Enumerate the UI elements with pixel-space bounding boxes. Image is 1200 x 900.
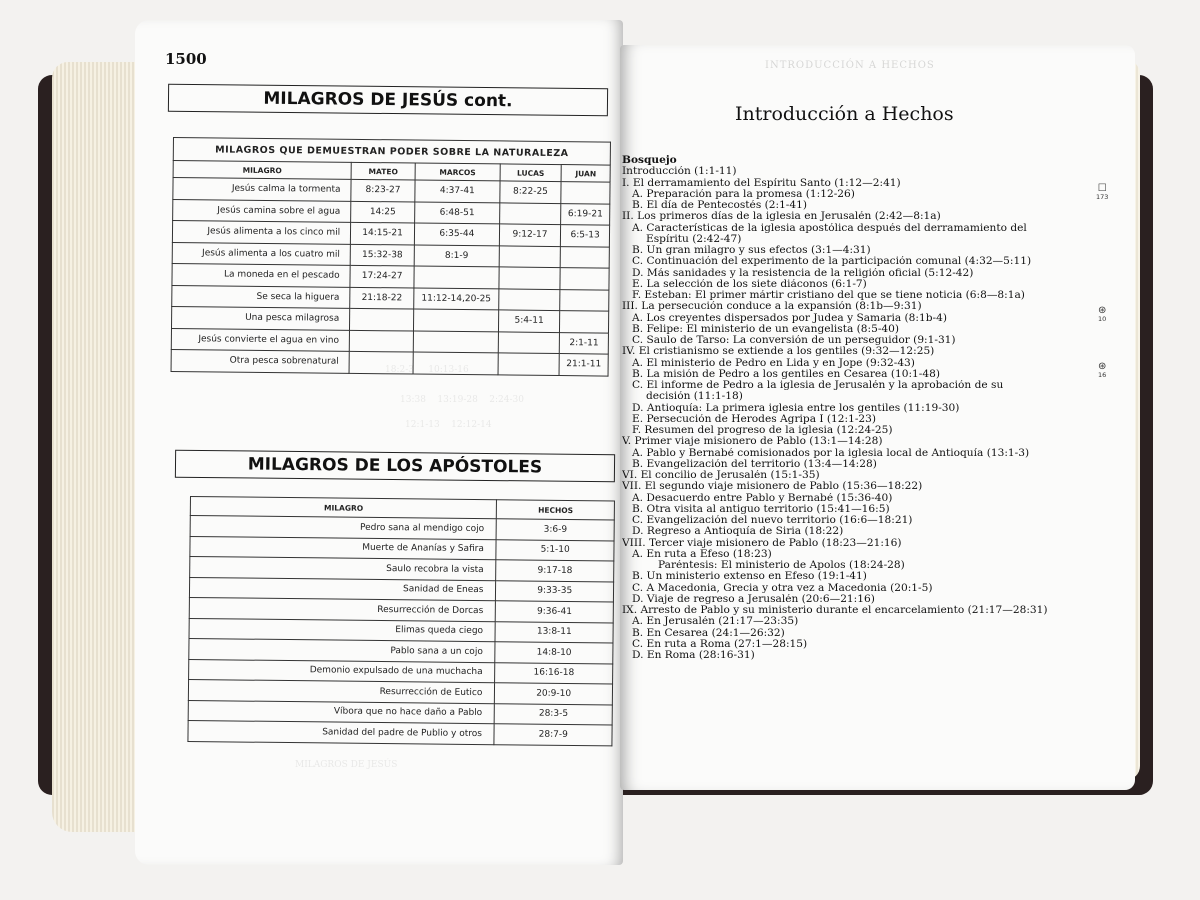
- reference-cell: [560, 268, 609, 290]
- column-header: MATEO: [351, 162, 415, 180]
- miracle-name-cell: Víbora que no hace daño a Pablo: [188, 700, 495, 724]
- reference-cell: [498, 331, 560, 353]
- reference-cell: 9:36-41: [496, 601, 614, 623]
- reference-icon: ⊛: [1098, 305, 1107, 316]
- nature-table-body: [171, 178, 610, 376]
- outline-item: decisión (11:1-18): [646, 391, 743, 403]
- reference-cell: 6:5-13: [561, 225, 610, 247]
- outline-item: C. Saulo de Tarso: La conversión de un perseguidor (9:1-31): [632, 335, 956, 346]
- page-title: Introducción a Hechos: [735, 103, 954, 125]
- left-page: 1500 MILAGROS DE JESÚS cont. MILAGROS QUE DEMUESTRAN PODER SOBRE LA NATURALEZA MILAGRO MATEO MARCOS LUCAS JUAN Jesús calma la tormenta 8:23-27 4:37-41 8:22-25 Jesús camina sobre el agua 14:25 6:48-51 6:19-21 Jesús alimenta a los cinco mil 14:15-21 6:35-44 9:12-17 6:5-13 Jesús alimenta a los cuatro mil 15:32-38 8:1-9 La moneda en el pescado 17:24-27 Se seca la higuera 21:18-22 11:12-14,20-25 Una pesca milagrosa 5:4-11 Jesús convierte el agua en vino 2:1-11 Otra pesca sobrenatural 21:1-11 18:2-3 10:13-16 13:38 13:19-28 2:24-30 12:1-13 12:12-14 MILAGROS DE LOS APÓSTOLES MILAGRO HECHOS Pedro sana al mendigo cojo 3:6-9 Muerte de Ananías y Safira 5:1-10 Saulo recobra la vista 9:17-18 Sanidad de Eneas 9:33-35 Resurrección de Dorcas 9:36-41 Elimas queda ciego 13:8-11 Pablo sana a un cojo 14:8-10 Demonio expulsado de una muchacha 16:16-18 Resurrección de Eutico 20:9-10 Víbora que no hace daño a Pablo 28:3-5 Sanidad del padre de Publio y otros 28:7-9 MILAGROS DE JESÚS: [135, 20, 623, 865]
- miracle-name-cell: Elimas queda ciego: [189, 618, 496, 642]
- reference-cell: 9:33-35: [496, 580, 614, 602]
- outline-item: B. En Cesarea (24:1—26:32): [632, 627, 785, 639]
- right-page: [620, 45, 1135, 790]
- reference-cell: [498, 353, 560, 375]
- outline-item: C. A Macedonia, Grecia y otra vez a Macedonia (20:1-5): [632, 582, 933, 594]
- nature-miracles-title: MILAGROS DE JESÚS cont.: [168, 84, 608, 117]
- reference-cell: 21:1-11: [559, 354, 608, 376]
- reference-cell: 3:6-9: [497, 519, 615, 541]
- miracle-name-cell: Pedro sana al mendigo cojo: [190, 516, 497, 540]
- reference-cell: [498, 288, 560, 310]
- column-header: MARCOS: [415, 163, 500, 181]
- outline-item: A. El ministerio de Pedro en Lida y en Jope (9:32-43): [632, 357, 915, 369]
- miracle-name-cell: Se seca la higuera: [172, 285, 350, 308]
- apostles-miracles-table: [187, 496, 615, 746]
- outline-item: A. Los creyentes dispersados por Judea y Samaria (8:1b-4): [632, 312, 947, 324]
- outline-item: B. Otra visita al antiguo territorio (15:41—16:5): [632, 503, 890, 515]
- reference-cell: [414, 309, 499, 331]
- outline-item: Introducción (1:1-11): [622, 166, 737, 178]
- outline-item: F. Esteban: El primer mártir cristiano del que se tiene noticia (6:8—8:1a): [632, 290, 1025, 301]
- miracle-name-cell: Resurrección de Dorcas: [189, 597, 496, 621]
- reference-number: 173: [1096, 193, 1109, 201]
- outline-item: III. La persecución conduce a la expansión (8:1b—9:31): [622, 301, 922, 313]
- outline-item: A. Preparación para la promesa (1:12-26): [632, 188, 855, 200]
- reference-cell: 8:1-9: [414, 245, 499, 267]
- column-header: JUAN: [561, 165, 610, 183]
- outline-item: D. Viaje de regreso a Jerusalén (20:6—21:16): [632, 593, 875, 605]
- reference-cell: [499, 202, 561, 224]
- miracle-name-cell: Una pesca milagrosa: [171, 306, 349, 329]
- bleed-through-header: INTRODUCCIÓN A HECHOS: [765, 60, 935, 71]
- reference-cell: [349, 330, 413, 352]
- miracle-name-cell: Jesús camina sobre el agua: [173, 199, 351, 222]
- apostles-miracles-title: MILAGROS DE LOS APÓSTOLES: [175, 450, 615, 483]
- reference-cell: 21:18-22: [350, 287, 414, 309]
- miracle-name-cell: Resurrección de Eutico: [188, 679, 495, 703]
- reference-cell: 13:8-11: [495, 621, 613, 643]
- reference-number: 10: [1098, 315, 1107, 323]
- reference-cell: [561, 182, 610, 204]
- outline-item: A. Pablo y Bernabé comisionados por la iglesia local de Antioquía (13:1-3): [632, 447, 1030, 459]
- outline-item: B. Evangelización del territorio (13:4—14:28): [632, 458, 877, 470]
- outline-item: VIII. Tercer viaje misionero de Pablo (18:23—21:16): [622, 537, 902, 549]
- outline-item: II. Los primeros días de la iglesia en Jerusalén (2:42—8:1a): [622, 211, 941, 223]
- column-header: MILAGRO: [173, 161, 351, 180]
- outline-item: Espíritu (2:42-47): [646, 233, 742, 245]
- reference-cell: [560, 289, 609, 311]
- miracle-name-cell: Otra pesca sobrenatural: [171, 349, 349, 372]
- reference-cell: [414, 266, 499, 288]
- reference-cell: 14:15-21: [351, 222, 415, 244]
- outline-item: C. Continuación del experimento de la participación comunal (4:32—5:11): [632, 256, 1032, 268]
- miracle-name-cell: Sanidad de Eneas: [189, 577, 496, 601]
- outline-item: C. Evangelización del nuevo territorio (16:6—18:21): [632, 515, 913, 526]
- reference-cell: 16:16-18: [495, 662, 613, 684]
- table-subtitle: MILAGROS QUE DEMUESTRAN PODER SOBRE LA NATURALEZA: [173, 138, 610, 166]
- reference-cell: [350, 308, 414, 330]
- reference-cell: 6:19-21: [561, 203, 610, 225]
- table-row: [188, 720, 612, 745]
- miracle-name-cell: Jesús calma la tormenta: [173, 178, 351, 201]
- outline: [622, 155, 1127, 661]
- reference-cell: 5:4-11: [498, 310, 560, 332]
- miracle-name-cell: Jesús alimenta a los cinco mil: [172, 221, 350, 244]
- outline-item: B. El día de Pentecostés (2:1-41): [632, 200, 808, 211]
- reference-cell: 8:23-27: [351, 179, 415, 201]
- margin-reference: [1098, 363, 1106, 379]
- reference-cell: 14:25: [351, 201, 415, 223]
- miracle-name-cell: Muerte de Ananías y Safira: [190, 536, 497, 560]
- outline-item: IV. El cristianismo se extiende a los gentiles (9:32—12:25): [622, 346, 935, 358]
- outline-item: F. Resumen del progreso de la iglesia (12:24-25): [632, 425, 893, 436]
- column-header: LUCAS: [500, 164, 562, 182]
- reference-cell: [560, 311, 609, 333]
- outline-item: A. En Jerusalén (21:17—23:35): [632, 616, 799, 628]
- outline-item: A. En ruta a Éfeso (18:23): [632, 548, 772, 560]
- outline-item: Paréntesis: El ministerio de Apolos (18:24-28): [658, 560, 905, 571]
- outline-item: V. Primer viaje misionero de Pablo (13:1—14:28): [622, 436, 883, 448]
- margin-reference: [1098, 307, 1106, 323]
- reference-cell: 2:1-11: [560, 332, 609, 354]
- outline-heading: Bosquejo: [622, 155, 677, 166]
- outline-item: B. Un ministerio extenso en Éfeso (19:1-41): [632, 571, 867, 583]
- apostles-table-body: [188, 516, 614, 746]
- outline-item: B. Un gran milagro y sus efectos (3:1—4:31): [632, 245, 871, 256]
- outline-item: A. Desacuerdo entre Pablo y Bernabé (15:36-40): [632, 492, 893, 504]
- reference-cell: 11:12-14,20-25: [414, 288, 499, 310]
- outline-item: B. La misión de Pedro a los gentiles en Cesarea (10:1-48): [632, 368, 940, 380]
- outline-item: D. Antioquía: La primera iglesia entre los gentiles (11:19-30): [632, 402, 960, 414]
- reference-cell: 17:24-27: [350, 265, 414, 287]
- reference-cell: [560, 246, 609, 268]
- outline-item: B. Felipe: El ministerio de un evangelista (8:5-40): [632, 323, 900, 335]
- outline-item: VI. El concilio de Jerusalén (15:1-35): [622, 470, 820, 481]
- outline-item: I. El derramamiento del Espíritu Santo (1:12—2:41): [622, 177, 901, 189]
- miracle-name-cell: La moneda en el pescado: [172, 263, 350, 286]
- outline-item: A. Características de la iglesia apostólica después del derramamiento del: [632, 222, 1027, 234]
- nature-miracles-table: [171, 137, 611, 376]
- outline-item: D. En Roma (28:16-31): [632, 650, 755, 661]
- outline-item: E. La selección de los siete diáconos (6:1-7): [632, 278, 867, 290]
- outline-item: C. El informe de Pedro a la iglesia de Jerusalén y la aprobación de su: [632, 380, 1004, 391]
- reference-cell: 15:32-38: [350, 244, 414, 266]
- outline-item: C. En ruta a Roma (27:1—28:15): [632, 638, 808, 650]
- page-number: 1500: [165, 50, 207, 68]
- outline-item: E. Persecución de Herodes Agripa I (12:1-23): [632, 413, 877, 425]
- miracle-name-cell: Demonio expulsado de una muchacha: [189, 659, 496, 683]
- reference-cell: 28:3-5: [495, 703, 613, 725]
- reference-cell: 6:48-51: [415, 202, 500, 224]
- reference-cell: 8:22-25: [500, 181, 562, 203]
- margin-reference: [1096, 185, 1108, 201]
- page-edges-left: [52, 62, 142, 832]
- reference-cell: 14:8-10: [495, 642, 613, 664]
- miracle-name-cell: Pablo sana a un cojo: [189, 638, 496, 662]
- column-header: HECHOS: [497, 500, 615, 520]
- miracle-name-cell: Jesús convierte el agua en vino: [171, 328, 349, 351]
- reference-cell: 6:35-44: [414, 223, 499, 245]
- miracle-name-cell: Saulo recobra la vista: [190, 557, 497, 581]
- reference-icon: ⊛: [1098, 361, 1107, 372]
- outline-item: D. Regreso a Antioquía de Siria (18:22): [632, 526, 844, 538]
- reference-icon: ☐: [1097, 183, 1107, 194]
- reference-cell: 5:1-10: [496, 539, 614, 561]
- miracle-name-cell: Jesús alimenta a los cuatro mil: [172, 242, 350, 265]
- reference-cell: [413, 331, 498, 353]
- outline-item: D. Más sanidades y la resistencia de la religión oficial (5:12-42): [632, 267, 974, 279]
- column-header: MILAGRO: [190, 497, 497, 519]
- reference-cell: 28:7-9: [494, 724, 612, 746]
- reference-cell: [499, 267, 561, 289]
- reference-cell: 9:17-18: [496, 560, 614, 582]
- outline-item: VII. El segundo viaje misionero de Pablo (15:36—18:22): [622, 481, 923, 493]
- reference-number: 16: [1098, 371, 1107, 379]
- outline-item: IX. Arresto de Pablo y su ministerio durante el encarcelamiento (21:17—28:31): [622, 605, 1048, 616]
- miracle-name-cell: Sanidad del padre de Publio y otros: [188, 720, 495, 744]
- reference-cell: 20:9-10: [495, 683, 613, 705]
- reference-cell: 9:12-17: [499, 224, 561, 246]
- reference-cell: 4:37-41: [415, 180, 500, 202]
- reference-cell: [499, 245, 561, 267]
